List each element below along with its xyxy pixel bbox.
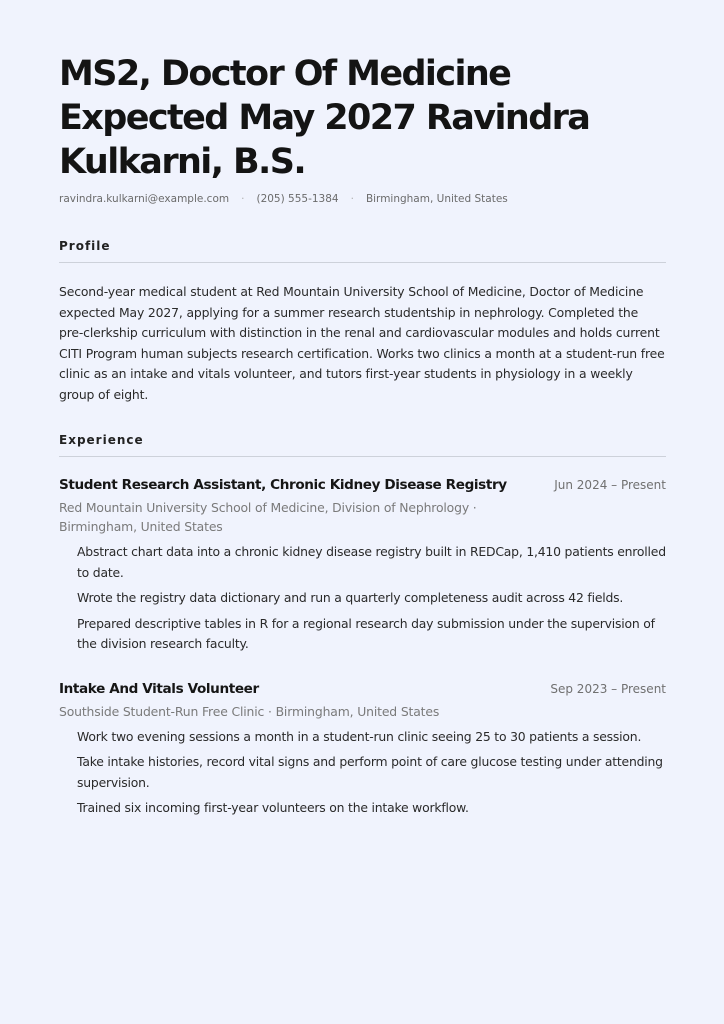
job-organization: Southside Student-Run Free Clinic · Birmingham, United States [59, 703, 440, 719]
job-bullet: Work two evening sessions a month in a student-run clinic seeing 25 to 30 patients a session. [77, 728, 642, 744]
experience-heading: Experience [59, 433, 666, 457]
profile-summary: Second-year medical student at Red Mountain University School of Medicine, Doctor of Medicine expected May 2027, applying for a summer research studentship in nephrology. Completed the pre-clerkship curriculum with distinction in the renal and cardiovascular modules and holds current CITI Program human subjects research certification. Works two clinics a month at a student-run free clinic as an intake and vitals volunteer, and tutors first-year students in physiology in a weekly group of eight. [59, 284, 665, 402]
job-bullet: Abstract chart data into a chronic kidney disease registry built in REDCap, 1,410 patients enrolled to date. [77, 544, 666, 580]
experience-entry [59, 681, 666, 819]
job-bullets [59, 727, 666, 819]
contact-separator: · [350, 193, 354, 205]
resume-page [59, 52, 666, 824]
experience-entry [59, 477, 666, 655]
job-bullet: Prepared descriptive tables in R for a regional research day submission under the supervision of the division research faculty. [77, 615, 655, 651]
contact-line [59, 193, 666, 205]
job-bullet: Trained six incoming first-year volunteers on the intake workflow. [77, 800, 469, 815]
job-bullet: Wrote the registry data dictionary and run a quarterly completeness audit across 42 fields. [77, 590, 624, 605]
job-title: Student Research Assistant, Chronic Kidney Disease Registry [59, 477, 507, 493]
job-bullets [59, 542, 666, 655]
contact-phone: (205) 555-1384 [256, 193, 339, 205]
contact-email: ravindra.kulkarni@example.com [59, 193, 230, 205]
job-title: Intake And Vitals Volunteer [59, 680, 259, 697]
job-organization: Red Mountain University School of Medicine, Division of Nephrology · Birmingham, United States [59, 500, 477, 534]
job-dates: Sep 2023 – Present [550, 681, 666, 696]
job-dates: Jun 2024 – Present [554, 478, 666, 492]
contact-separator: · [241, 193, 245, 205]
contact-location: Birmingham, United States [365, 193, 508, 205]
job-bullet: Take intake histories, record vital signs and perform point of care glucose testing under attending supervision. [77, 754, 663, 790]
resume-name: MS2, Doctor Of Medicine Expected May 2027 Ravindra Kulkarni, B.S. [59, 54, 590, 182]
profile-heading: Profile [59, 239, 666, 263]
